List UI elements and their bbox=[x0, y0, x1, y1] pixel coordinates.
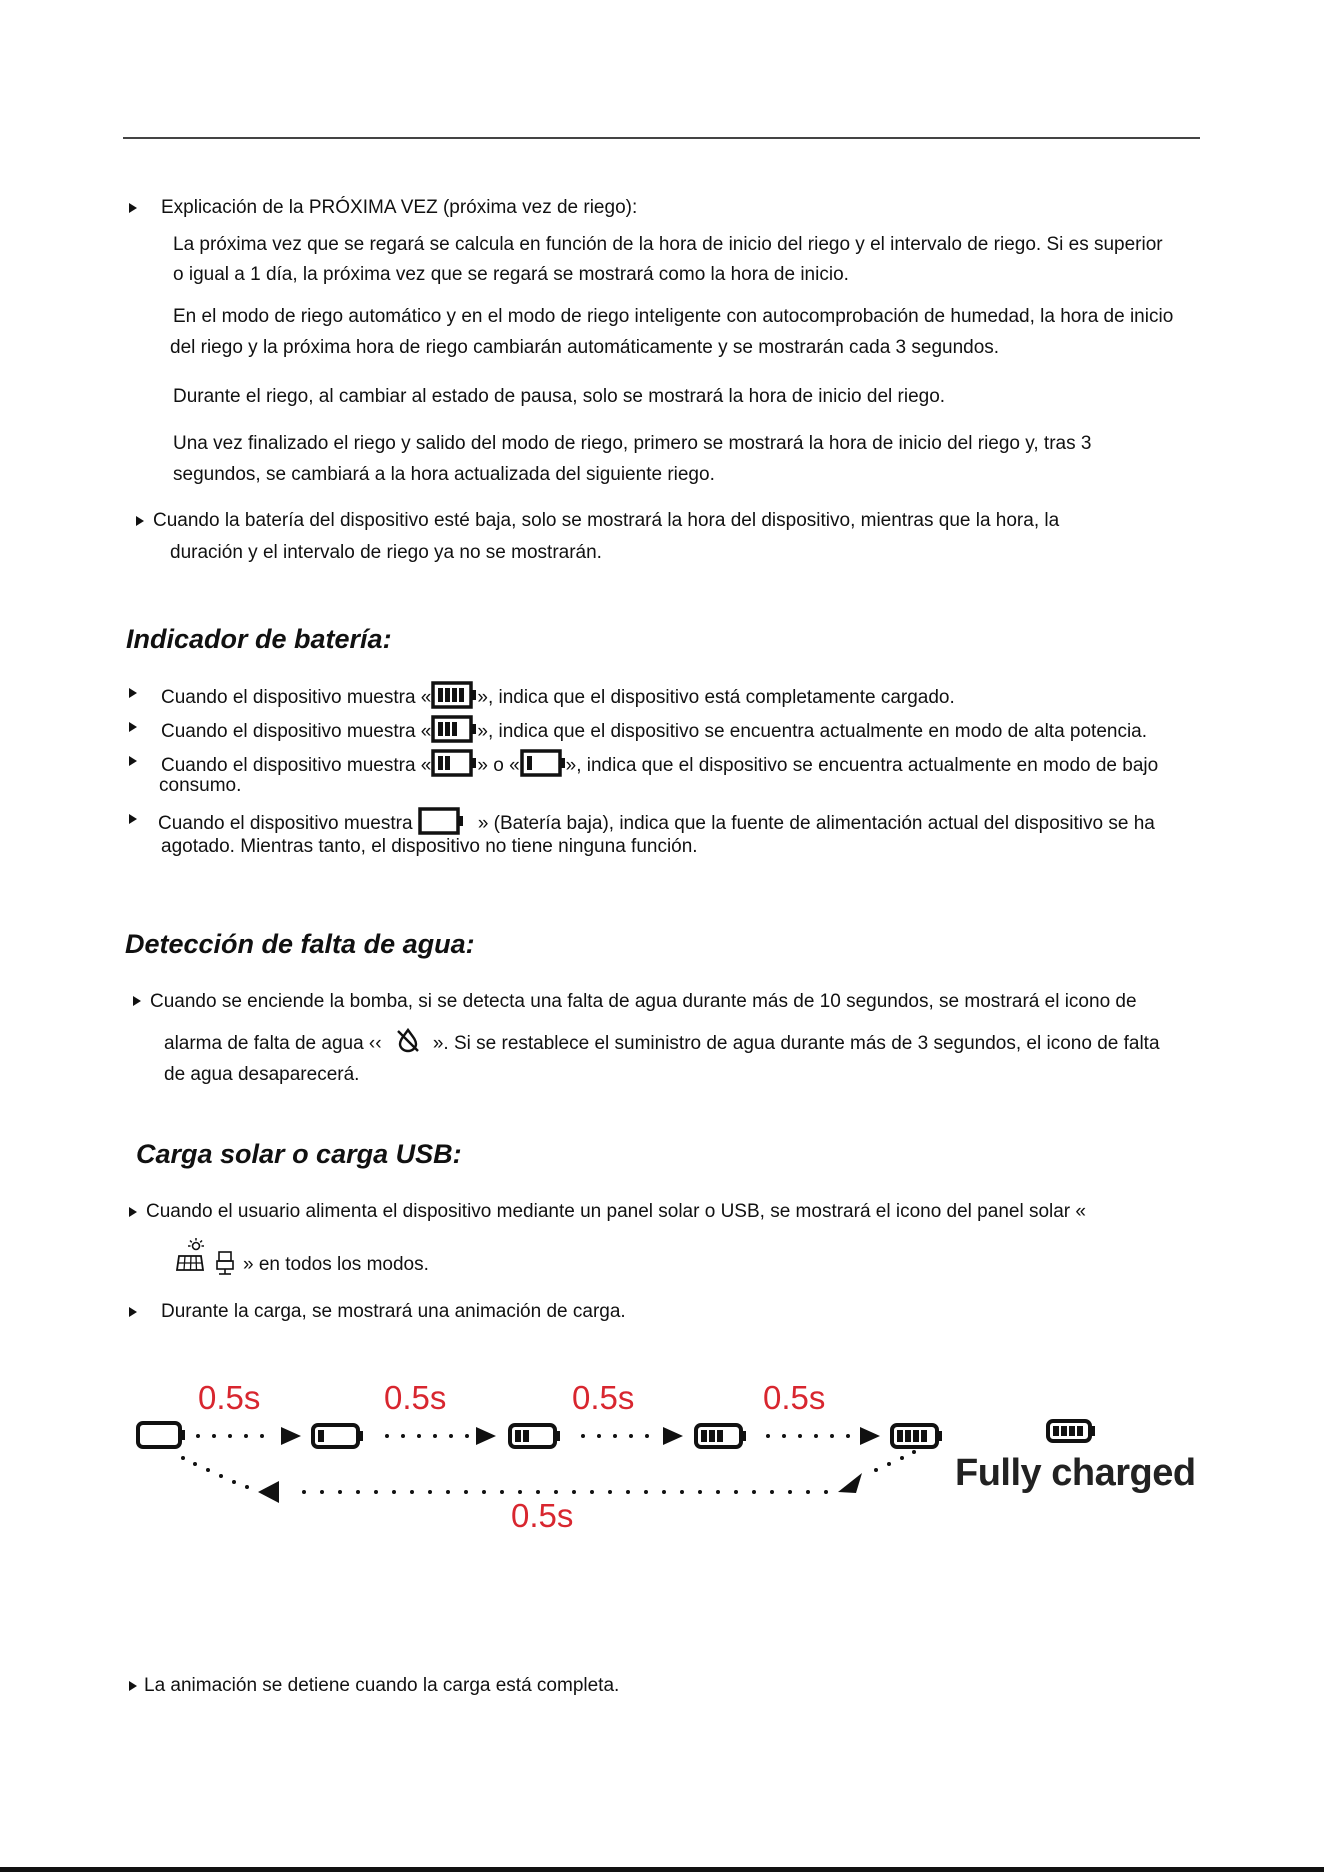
battery-item-low-power bbox=[161, 749, 1158, 778]
water-section-title: Detección de falta de agua: bbox=[125, 929, 475, 959]
battery-item-full bbox=[161, 681, 955, 710]
charge-battery-0-icon bbox=[138, 1423, 185, 1447]
next-time-paragraph-3: Durante el riego, al cambiar al estado de pausa, solo se mostrará la hora de inicio del riego. bbox=[173, 386, 946, 407]
low-battery-note: duración y el intervalo de riego ya no se mostrarán. bbox=[170, 542, 602, 563]
next-time-paragraph-2: En el modo de riego automático y en el modo de riego inteligente con autocomprobación de humedad, la hora de inicio bbox=[173, 306, 1174, 327]
bullet-icon bbox=[129, 1681, 137, 1691]
battery-item-text: Cuando el dispositivo muestra « bbox=[161, 721, 432, 742]
step-arrow-icon bbox=[385, 1427, 496, 1445]
battery-item-text: Cuando el dispositivo muestra « bbox=[161, 755, 432, 776]
next-time-paragraph-4: segundos, se cambiará a la hora actualizada del siguiente riego. bbox=[173, 464, 715, 485]
battery-two-bars-icon bbox=[431, 749, 477, 777]
battery-empty-icon bbox=[418, 807, 464, 835]
solar-text: Durante la carga, se mostrará una animación de carga. bbox=[161, 1301, 626, 1322]
water-text: ». Si se restablece el suministro de agua durante más de 3 segundos, el icono de falta bbox=[432, 1033, 1160, 1054]
usb-plug-icon bbox=[215, 1250, 235, 1276]
step-duration-label: 0.5s bbox=[384, 1379, 447, 1416]
battery-item-text: », indica que el dispositivo está completamente cargado. bbox=[477, 687, 955, 708]
battery-section-title: Indicador de batería: bbox=[126, 624, 392, 654]
step-duration-label: 0.5s bbox=[763, 1379, 826, 1416]
battery-one-bar-icon bbox=[520, 749, 566, 777]
next-time-paragraph-2: del riego y la próxima hora de riego cambiarán automáticamente y se mostrarán cada 3 segundos. bbox=[170, 337, 1000, 358]
battery-item-high bbox=[161, 715, 1147, 744]
step-arrow-icon bbox=[581, 1427, 683, 1445]
return-arrow-icon bbox=[181, 1450, 916, 1503]
solar-section-title: Carga solar o carga USB: bbox=[136, 1139, 462, 1169]
step-duration-label: 0.5s bbox=[572, 1379, 635, 1416]
next-time-paragraph-4: Una vez finalizado el riego y salido del modo de riego, primero se mostrará la hora de inicio del riego y, tras 3 bbox=[173, 433, 1092, 454]
bullet-icon bbox=[136, 516, 144, 526]
battery-item-text: », indica que el dispositivo se encuentra actualmente en modo de alta potencia. bbox=[477, 721, 1148, 742]
header-rule bbox=[123, 137, 1200, 139]
charge-battery-4-icon bbox=[892, 1425, 942, 1447]
solar-text: » en todos los modos. bbox=[243, 1254, 429, 1275]
solar-text: Cuando el usuario alimenta el dispositivo mediante un panel solar o USB, se mostrará el icono del panel solar « bbox=[146, 1201, 1086, 1222]
bullet-icon bbox=[129, 814, 137, 824]
battery-item-empty: agotado. Mientras tanto, el dispositivo no tiene ninguna función. bbox=[161, 836, 698, 857]
water-shortage-icon bbox=[393, 1027, 423, 1053]
bullet-icon bbox=[129, 722, 137, 732]
low-battery-note: Cuando la batería del dispositivo esté baja, solo se mostrará la hora del dispositivo, mientras que la hora, la bbox=[153, 510, 1060, 531]
battery-item-text: », indica que el dispositivo se encuentra actualmente en modo de bajo bbox=[565, 755, 1159, 776]
charge-battery-2-icon bbox=[510, 1425, 560, 1447]
battery-item-text: » o « bbox=[477, 755, 520, 776]
battery-item-text: Cuando el dispositivo muestra bbox=[158, 813, 413, 834]
battery-item-low-power: consumo. bbox=[159, 775, 242, 796]
bullet-icon bbox=[129, 688, 137, 698]
step-arrow-icon bbox=[196, 1427, 301, 1445]
next-time-paragraph-1: La próxima vez que se regará se calcula en función de la hora de inicio del riego y el intervalo de riego. Si es superior bbox=[173, 234, 1163, 255]
bullet-icon bbox=[129, 1307, 137, 1317]
next-time-heading: Explicación de la PRÓXIMA VEZ (próxima vez de riego): bbox=[161, 197, 638, 218]
step-arrow-icon bbox=[766, 1427, 880, 1445]
bullet-icon bbox=[129, 756, 137, 766]
bullet-icon bbox=[133, 996, 141, 1006]
fully-charged-battery-icon bbox=[1048, 1421, 1095, 1441]
water-text: alarma de falta de agua ‹‹ bbox=[164, 1033, 382, 1054]
battery-item-text: » (Batería baja), indica que la fuente de alimentación actual del dispositivo se ha bbox=[477, 813, 1155, 834]
next-time-paragraph-1: o igual a 1 día, la próxima vez que se regará se mostrará como la hora de inicio. bbox=[173, 264, 849, 285]
water-text: de agua desaparecerá. bbox=[164, 1064, 360, 1085]
fully-charged-label: Fully charged bbox=[955, 1452, 1196, 1494]
page-bottom-edge bbox=[0, 1867, 1324, 1872]
battery-three-bars-icon bbox=[431, 715, 477, 743]
solar-panel-icon bbox=[175, 1238, 209, 1272]
water-text: Cuando se enciende la bomba, si se detecta una falta de agua durante más de 10 segundos, se mostrará el icono de bbox=[150, 991, 1137, 1012]
charge-battery-3-icon bbox=[696, 1425, 746, 1447]
charge-battery-1-icon bbox=[313, 1425, 363, 1447]
step-duration-label: 0.5s bbox=[198, 1379, 261, 1416]
bullet-icon bbox=[129, 1207, 137, 1217]
return-duration-label: 0.5s bbox=[511, 1497, 574, 1534]
battery-full-icon bbox=[431, 681, 477, 709]
water-text bbox=[164, 1027, 1160, 1056]
solar-final-text: La animación se detiene cuando la carga está completa. bbox=[144, 1675, 620, 1696]
bullet-icon bbox=[129, 203, 137, 213]
battery-item-empty bbox=[158, 807, 1155, 836]
battery-item-text: Cuando el dispositivo muestra « bbox=[161, 687, 432, 708]
